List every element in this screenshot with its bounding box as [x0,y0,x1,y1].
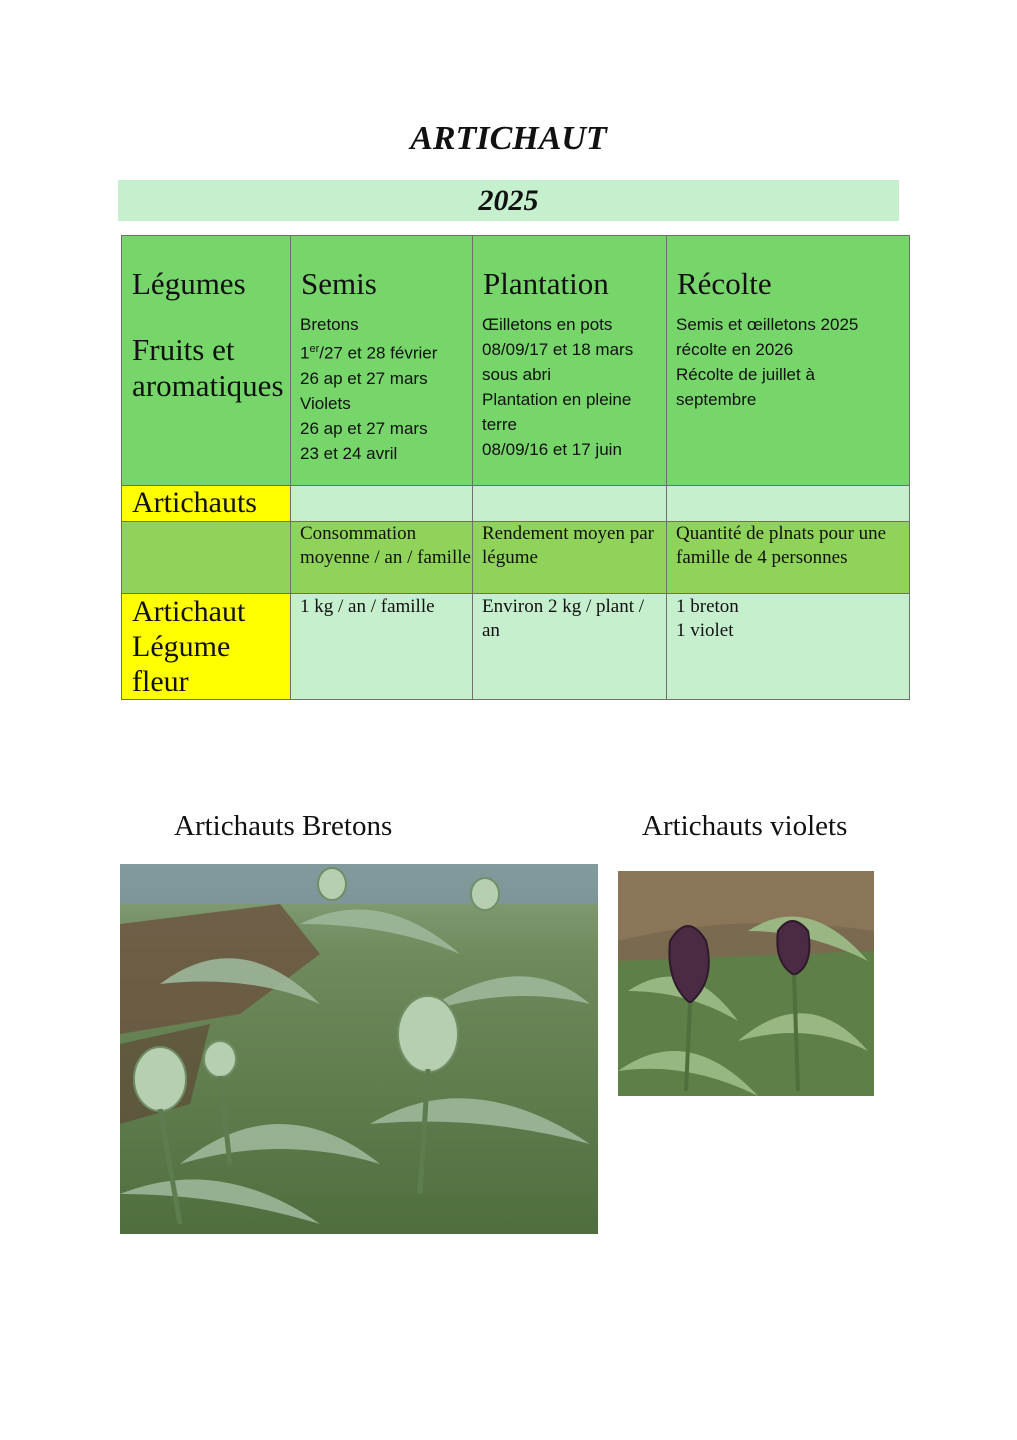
recolte-details [667,302,909,412]
caption-violets: Artichauts violets [642,810,848,842]
subheader-consommation [291,522,473,594]
header-legumes-line3: aromatiques [132,368,284,403]
artichauts-label-cell [122,486,291,522]
page-title: ARTICHAUT [410,120,607,157]
header-recolte [667,236,910,486]
artichaut-label-line: fleur [132,665,189,698]
rendement-label: Rendement moyen par légume [482,523,655,568]
header-legumes-line2: Fruits et [132,332,235,367]
semis-details [291,302,472,466]
artichaut-label-line: Légume [132,630,231,663]
consommation-value: 1 kg / an / famille [300,596,435,617]
empty-cell [667,486,910,522]
quantite-value-line: 1 violet [676,620,734,641]
quantite-label: Quantité de plnats pour une famille de 4 personnes [676,523,887,568]
subheader-rendement [473,522,667,594]
semis-line: 1er/27 et 28 février [300,343,438,363]
year-label: 2025 [478,184,539,217]
header-semis [291,236,473,486]
semis-line: 26 ap et 27 mars [300,418,428,438]
plantation-line: Plantation en pleine [482,390,632,409]
consommation-label: Consommation moyenne / an / famille [300,523,471,568]
plantation-line: Œilletons en pots [482,315,613,334]
header-legumes-line1: Légumes [132,266,246,301]
header-legumes [122,236,291,486]
header-semis-title: Semis [301,266,377,301]
header-recolte-title: Récolte [677,266,772,301]
year-band [118,180,899,221]
semis-line: 26 ap et 27 mars [300,368,428,388]
artichaut-violet-illustration [618,871,874,1096]
photo-artichauts-violets [618,871,874,1096]
artichauts-row [122,486,910,522]
recolte-line: Récolte de juillet à [676,365,815,384]
artichauts-label: Artichauts [132,486,257,519]
rendement-value: Environ 2 kg / plant / an [482,596,645,641]
subheader-quantite [667,522,910,594]
plantation-line: sous abri [482,365,551,384]
quantite-value-cell [667,594,910,700]
recolte-line: récolte en 2026 [676,340,794,359]
artichaut-label-line: Artichaut [132,595,246,628]
recolte-line: Semis et œilletons 2025 [676,315,859,334]
plantation-line: 08/09/16 et 17 juin [482,440,622,459]
calendar-table [121,235,910,700]
consommation-value-cell [291,594,473,700]
empty-cell [291,486,473,522]
rendement-value-cell [473,594,667,700]
photo-artichauts-bretons [120,864,598,1234]
plantation-details [473,302,666,462]
quantite-value-line: 1 breton [676,596,739,617]
empty-cell [473,486,667,522]
subheader-empty-cell [122,522,291,594]
plantation-line: 08/09/17 et 18 mars [482,340,634,359]
semis-line: 23 et 24 avril [300,443,398,463]
artichaut-label-cell [122,594,291,700]
semis-line: Bretons [300,315,359,334]
header-row [122,236,910,486]
subheader-row [122,522,910,594]
header-plantation [473,236,667,486]
plantation-line: terre [482,415,517,434]
semis-line: Violets [300,393,351,413]
recolte-line: septembre [676,390,757,409]
header-plantation-title: Plantation [483,266,609,301]
caption-bretons: Artichauts Bretons [174,810,393,842]
artichaut-breton-illustration [120,864,598,1234]
artichaut-data-row [122,594,910,700]
